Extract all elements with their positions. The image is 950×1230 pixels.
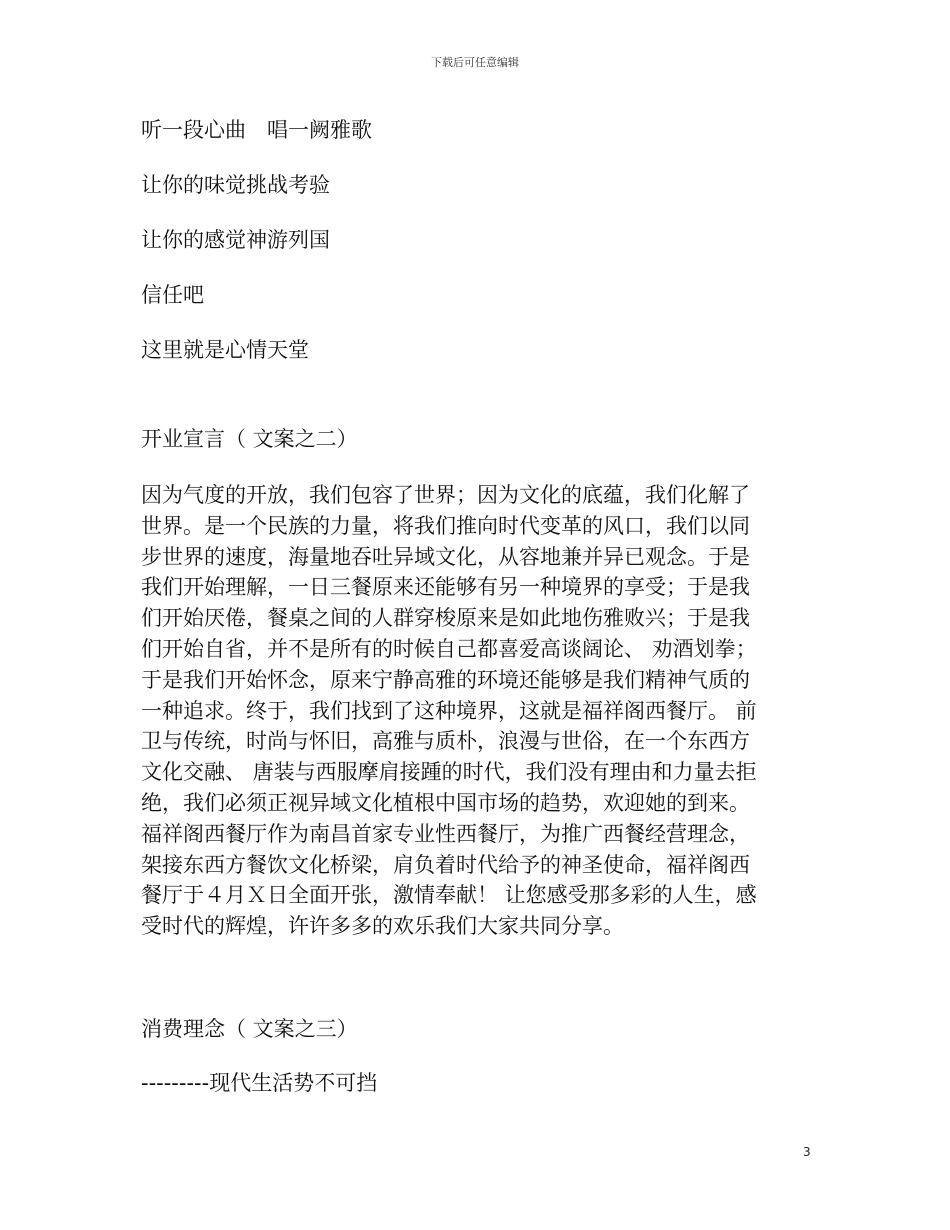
page-number: 3 bbox=[803, 1145, 811, 1159]
paragraph-line: 们开始自省，并不是所有的时候自己都喜爱高谈阔论、 劝酒划拳； bbox=[141, 636, 757, 661]
page-header: 下载后可任意编辑 bbox=[431, 56, 519, 69]
paragraph-line: 于是我们开始怀念，原来宁静高雅的环境还能够是我们精神气质的 bbox=[141, 667, 750, 692]
verse-line-4: 信任吧 bbox=[141, 283, 204, 307]
paragraph-line: 我们开始理解，一日三餐原来还能够有另一种境界的享受；于是我 bbox=[141, 575, 750, 600]
verse-line-1: 听一段心曲 唱一阙雅歌 bbox=[141, 118, 372, 142]
verse-line-5: 这里就是心情天堂 bbox=[141, 338, 309, 362]
paragraph-line: 因为气度的开放，我们包容了世界；因为文化的底蕴，我们化解了 bbox=[141, 483, 750, 507]
section2-heading: 开业宣言（ 文案之二） bbox=[141, 427, 358, 451]
paragraph-line: 世界。是一个民族的力量，将我们推向时代变革的风口，我们以同 bbox=[141, 513, 750, 538]
paragraph-line: 文化交融、 唐装与西服摩肩接踵的时代，我们没有理由和力量去拒 bbox=[141, 760, 757, 785]
verse-line-2: 让你的味觉挑战考验 bbox=[141, 173, 330, 197]
paragraph-line: 卫与传统，时尚与怀旧，高雅与质朴，浪漫与世俗，在一个东西方 bbox=[141, 729, 750, 754]
paragraph-line: 们开始厌倦，餐桌之间的人群穿梭原来是如此地伤雅败兴；于是我 bbox=[141, 606, 750, 631]
paragraph-line: 受时代的辉煌，许许多多的欢乐我们大家共同分享。 bbox=[141, 914, 624, 939]
paragraph-line: 福祥阁西餐厅作为南昌首家专业性西餐厅，为推广西餐经营理念， bbox=[141, 821, 750, 846]
paragraph-line: 绝，我们必须正视异域文化植根中国市场的趋势，欢迎她的到来。 bbox=[141, 790, 750, 815]
section3-subheading: ---------现代生活势不可挡 bbox=[141, 1071, 378, 1095]
paragraph-line: 架接东西方餐饮文化桥梁，肩负着时代给予的神圣使命，福祥阁西 bbox=[141, 852, 750, 877]
paragraph-line: 步世界的速度，海量地吞吐异域文化，从容地兼并异已观念。于是 bbox=[141, 544, 750, 569]
section3-heading: 消费理念（ 文案之三） bbox=[141, 1017, 358, 1041]
paragraph-line: 一种追求。终于，我们找到了这种境界，这就是福祥阁西餐厅。 前 bbox=[141, 698, 757, 723]
section2-paragraph bbox=[141, 480, 811, 942]
verse-line-3: 让你的感觉神游列国 bbox=[141, 228, 330, 252]
paragraph-line: 餐厅于４月Ｘ日全面开张，激情奉献！ 让您感受那多彩的人生，感 bbox=[141, 883, 757, 908]
